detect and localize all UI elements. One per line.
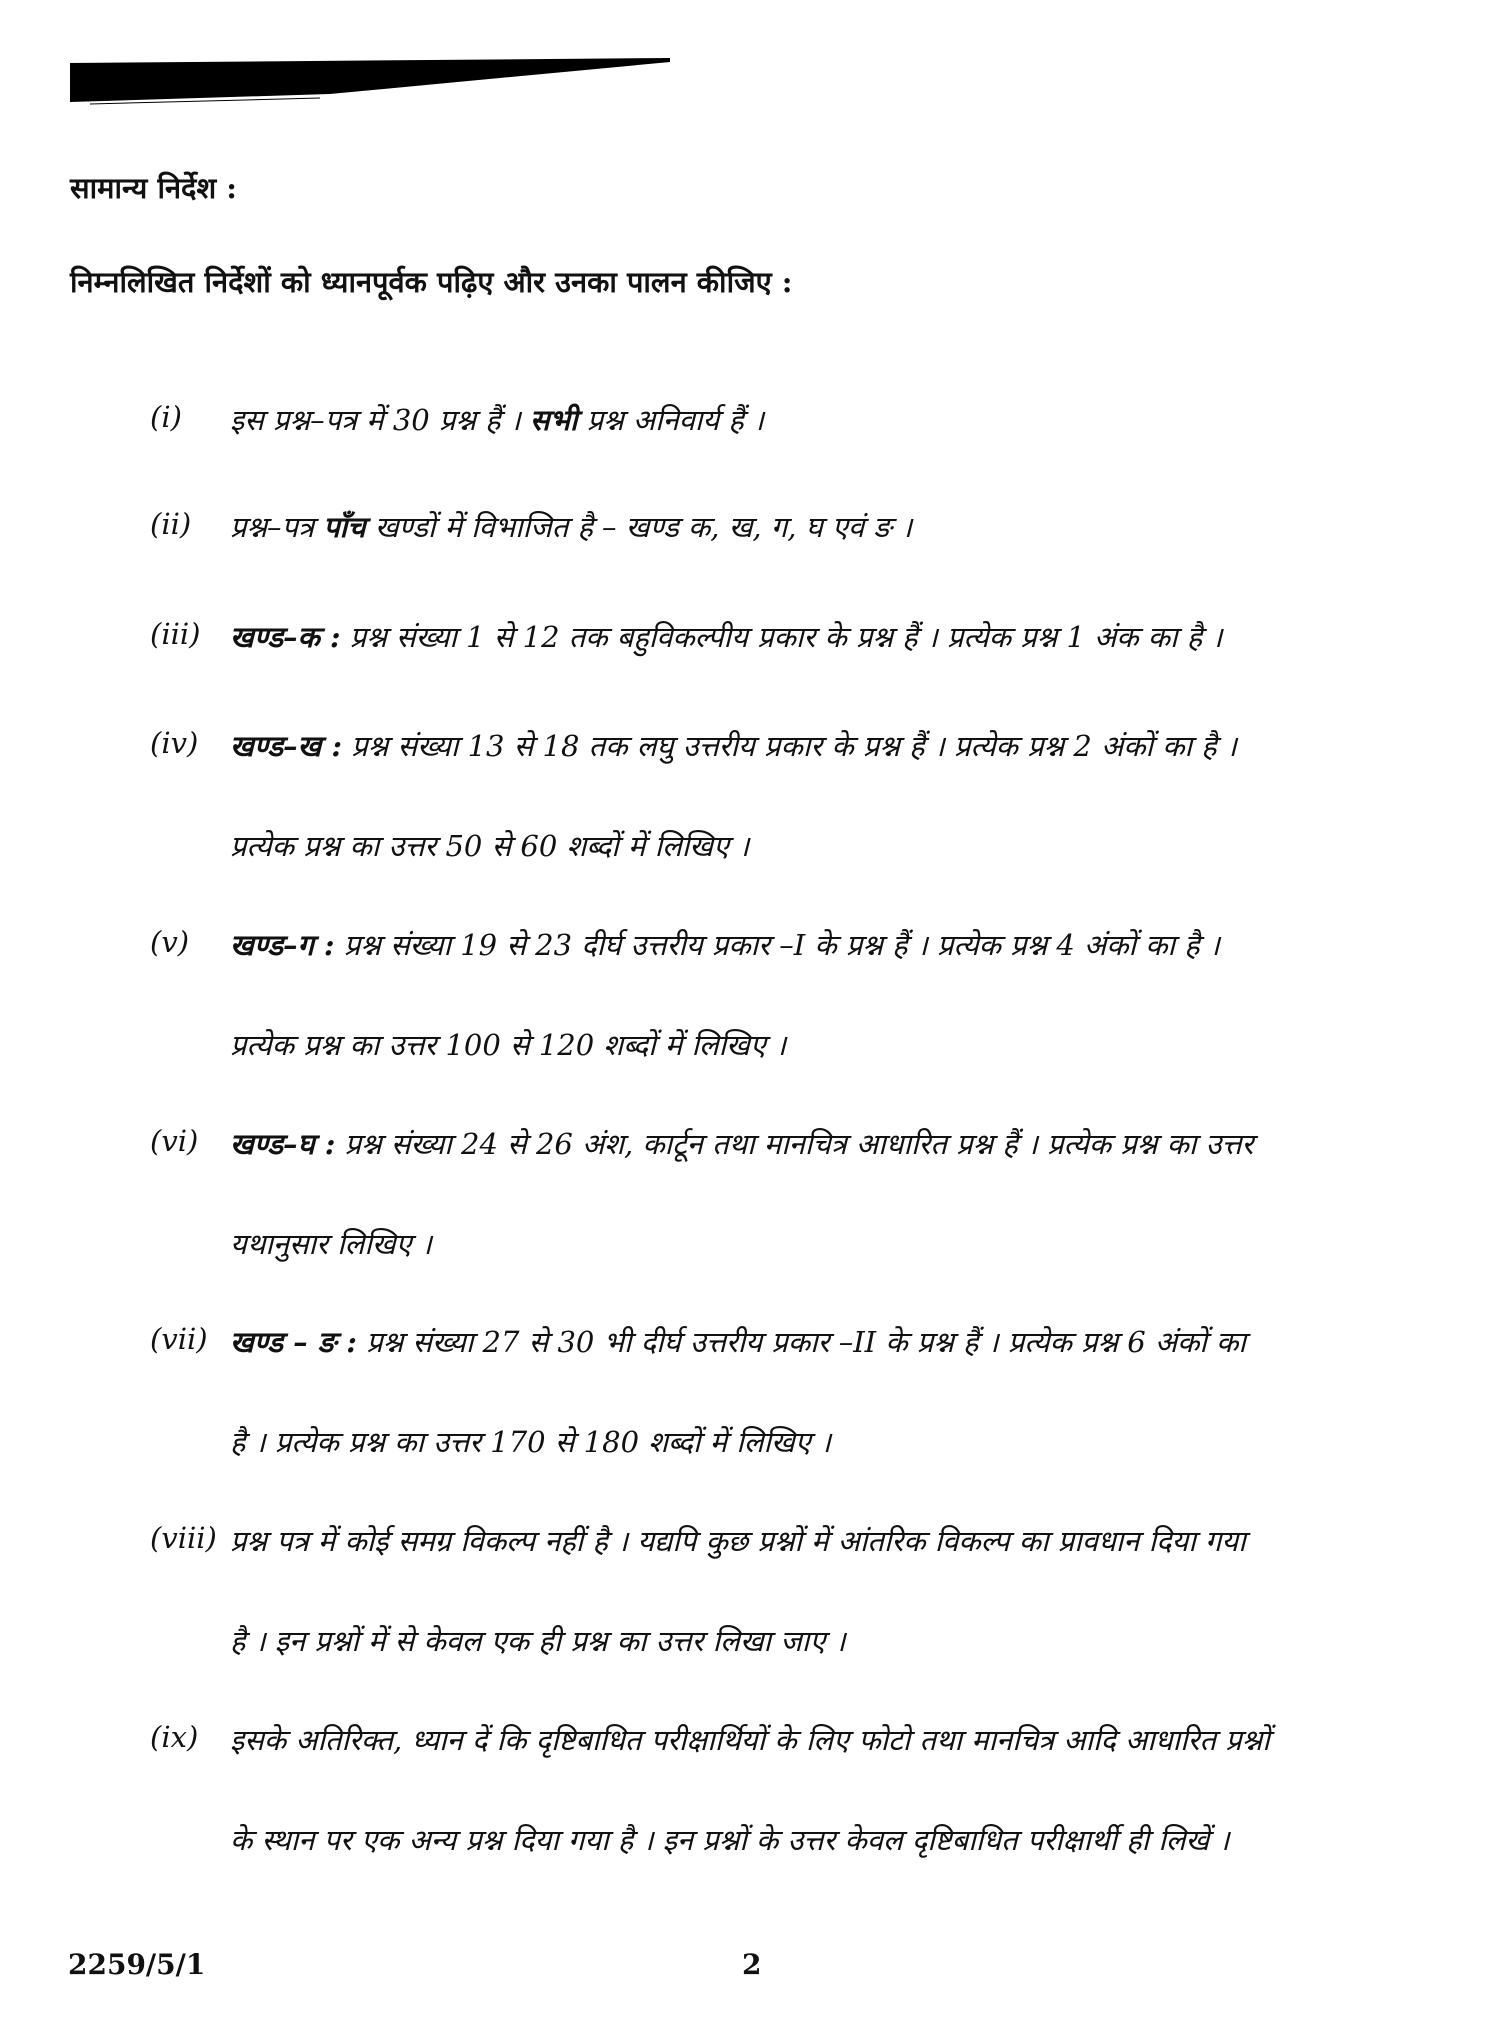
instruction-line-2: प्रत्येक प्रश्न का उत्तर 100 से 120 शब्दों में लिखिए ।: [230, 1028, 787, 1062]
page-number: 2: [742, 1948, 762, 1981]
instruction-line: इस प्रश्न–पत्र में 30 प्रश्न हैं । सभी प्रश्न अनिवार्य हैं ।: [230, 403, 764, 437]
instruction-number: (vi): [150, 1124, 199, 1158]
instruction-line: प्रश्न पत्र में कोई समग्र विकल्प नहीं है । यद्यपि कुछ प्रश्नों में आंतरिक विकल्प का प्रावधान दिया गया: [230, 1524, 1246, 1558]
instruction-line: खण्ड–ख : प्रश्न संख्या 13 से 18 तक लघु उत्तरीय प्रकार के प्रश्न हैं । प्रत्येक प्रश्न 2 अंकों का है ।: [230, 729, 1237, 763]
instruction-number: (v): [150, 925, 190, 959]
instruction-line-2: प्रत्येक प्रश्न का उत्तर 50 से 60 शब्दों में लिखिए ।: [230, 829, 750, 863]
instruction-line: खण्ड–क : प्रश्न संख्या 1 से 12 तक बहुविकल्पीय प्रकार के प्रश्न हैं । प्रत्येक प्रश्न 1 अंक का है ।: [230, 620, 1223, 654]
page-title: सामान्य निर्देश :: [70, 171, 237, 205]
instruction-number: (ix): [150, 1720, 199, 1754]
instruction-number: (viii): [150, 1521, 217, 1555]
instruction-line: इसके अतिरिक्त, ध्यान दें कि दृष्टिबाधित परीक्षार्थियों के लिए फोटो तथा मानचित्र आदि आधारित प्रश्नों: [230, 1723, 1270, 1757]
instruction-line: खण्ड–घ : प्रश्न संख्या 24 से 26 अंश, कार्टून तथा मानचित्र आधारित प्रश्न हैं । प्रत्येक प्रश्न का उत्तर: [230, 1127, 1254, 1161]
instruction-line: प्रश्न–पत्र पाँच खण्डों में विभाजित है – खण्ड क, ख, ग, घ एवं ङ ।: [230, 510, 913, 544]
instruction-number: (vii): [150, 1322, 208, 1356]
instruction-line-2: है । इन प्रश्नों में से केवल एक ही प्रश्न का उत्तर लिखा जाए ।: [230, 1624, 846, 1658]
instruction-number: (ii): [150, 507, 192, 541]
instruction-line-2: है । प्रत्येक प्रश्न का उत्तर 170 से 180 शब्दों में लिखिए ।: [230, 1425, 831, 1459]
instruction-line: खण्ड–ग : प्रश्न संख्या 19 से 23 दीर्घ उत्तरीय प्रकार –I के प्रश्न हैं । प्रत्येक प्रश्न 4 अंकों का है ।: [230, 928, 1220, 962]
instruction-number: (iii): [150, 617, 201, 651]
scan-edge-bar: [70, 58, 670, 106]
instruction-number: (i): [150, 400, 182, 434]
instruction-line-2: यथानुसार लिखिए ।: [230, 1227, 432, 1261]
intro-text: निम्नलिखित निर्देशों को ध्यानपूर्वक पढ़िए और उनका पालन कीजिए :: [70, 265, 793, 299]
instruction-line: खण्ड – ङ : प्रश्न संख्या 27 से 30 भी दीर्घ उत्तरीय प्रकार –II के प्रश्न हैं । प्रत्येक प्रश्न 6 अंकों का: [230, 1325, 1246, 1359]
paper-code: 2259/5/1: [68, 1948, 206, 1981]
instruction-number: (iv): [150, 726, 199, 760]
instruction-line-2: के स्थान पर एक अन्य प्रश्न दिया गया है । इन प्रश्नों के उत्तर केवल दृष्टिबाधित परीक्षार्थी ही लिखें ।: [230, 1823, 1230, 1857]
